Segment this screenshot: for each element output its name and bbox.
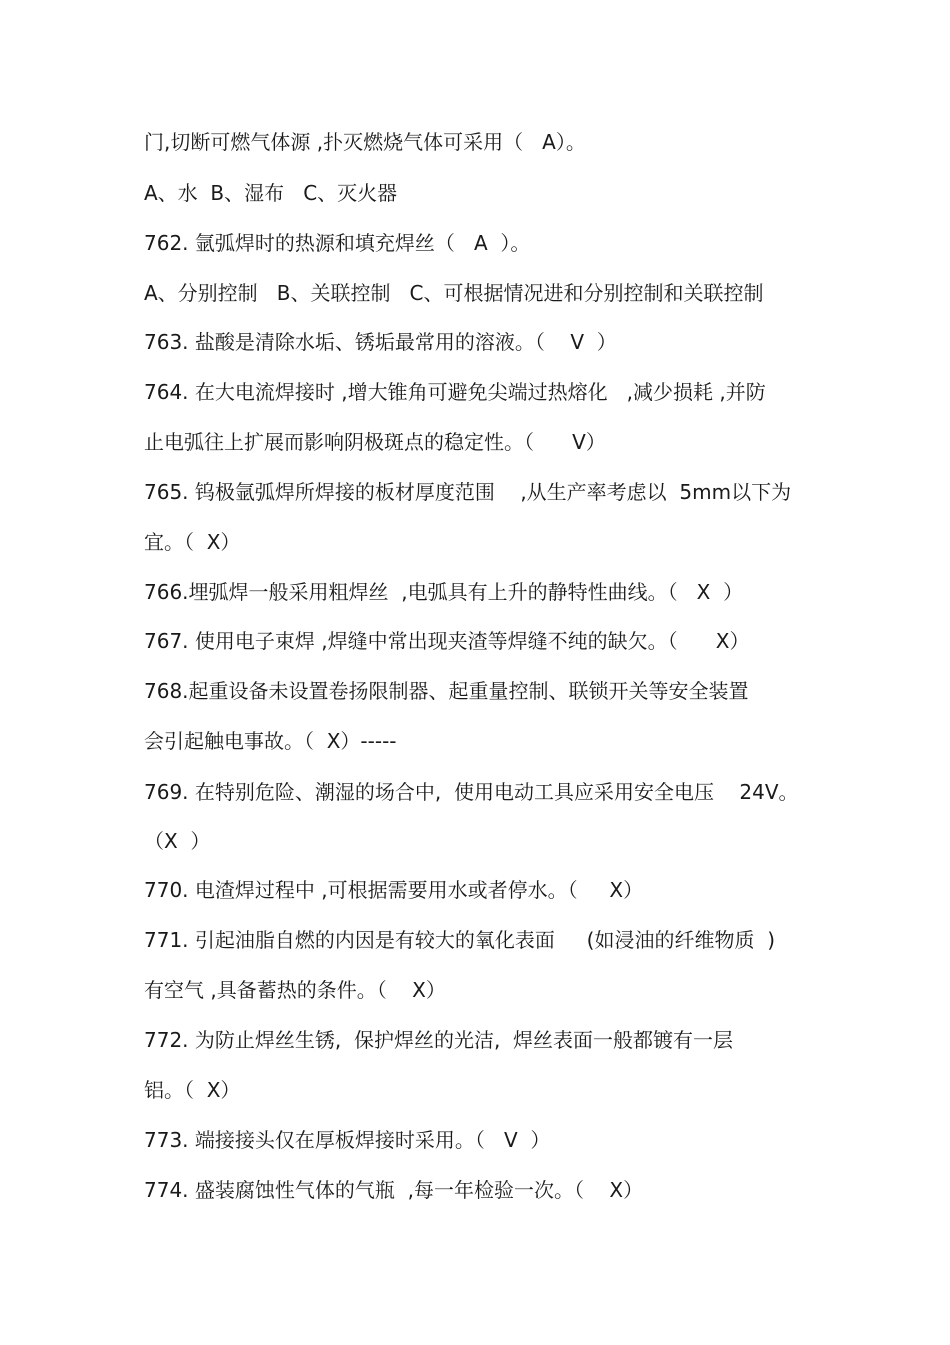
- question-772: 772. 为防止焊丝生锈, 保护焊丝的光洁, 焊丝表面一般都镀有一层: [144, 1028, 734, 1052]
- text-line: （X ）: [144, 829, 211, 853]
- question-762: 762. 氩弧焊时的热源和填充焊丝（ A ）。: [144, 231, 531, 255]
- question-773: 773. 端接接头仅在厚板焊接时采用。（ V ）: [144, 1128, 551, 1152]
- question-768: 768.起重设备未设置卷扬限制器、起重量控制、联锁开关等安全装置: [144, 679, 749, 703]
- text-line: A、水 B、湿布 C、灭火器: [144, 181, 398, 205]
- question-769: 769. 在特别危险、潮湿的场合中, 使用电动工具应采用安全电压 24V。: [144, 780, 799, 804]
- question-765: 765. 钨极氩弧焊所焊接的板材厚度范围 ,从生产率考虑以 5mm以下为: [144, 480, 792, 504]
- text-line: 止电弧往上扩展而影响阴极斑点的稳定性。（ V）: [144, 430, 606, 454]
- text-line: 有空气 ,具备蓄热的条件。（ X）: [144, 978, 446, 1002]
- text-line: A、分别控制 B、关联控制 C、可根据情况进和分别控制和关联控制: [144, 281, 764, 305]
- question-774: 774. 盛装腐蚀性气体的气瓶 ,每一年检验一次。（ X）: [144, 1178, 644, 1202]
- text-line: 宜。（ X）: [144, 530, 241, 554]
- question-771: 771. 引起油脂自燃的内因是有较大的氧化表面 (如浸油的纤维物质 ): [144, 928, 775, 952]
- question-766: 766.埋弧焊一般采用粗焊丝 ,电弧具有上升的静特性曲线。（ X ）: [144, 580, 744, 604]
- text-line: 门,切断可燃气体源 ,扑灭燃烧气体可采用（ A）。: [144, 130, 586, 154]
- question-763: 763. 盐酸是清除水垢、锈垢最常用的溶液。（ V ）: [144, 330, 617, 354]
- text-line: 会引起触电事故。（ X）-----: [144, 729, 397, 753]
- question-767: 767. 使用电子束焊 ,焊缝中常出现夹渣等焊缝不纯的缺欠。（ X）: [144, 629, 750, 653]
- question-764: 764. 在大电流焊接时 ,增大锥角可避免尖端过热熔化 ,减少损耗 ,并防: [144, 380, 766, 404]
- question-770: 770. 电渣焊过程中 ,可根据需要用水或者停水。（ X）: [144, 878, 644, 902]
- text-line: 铝。（ X）: [144, 1078, 241, 1102]
